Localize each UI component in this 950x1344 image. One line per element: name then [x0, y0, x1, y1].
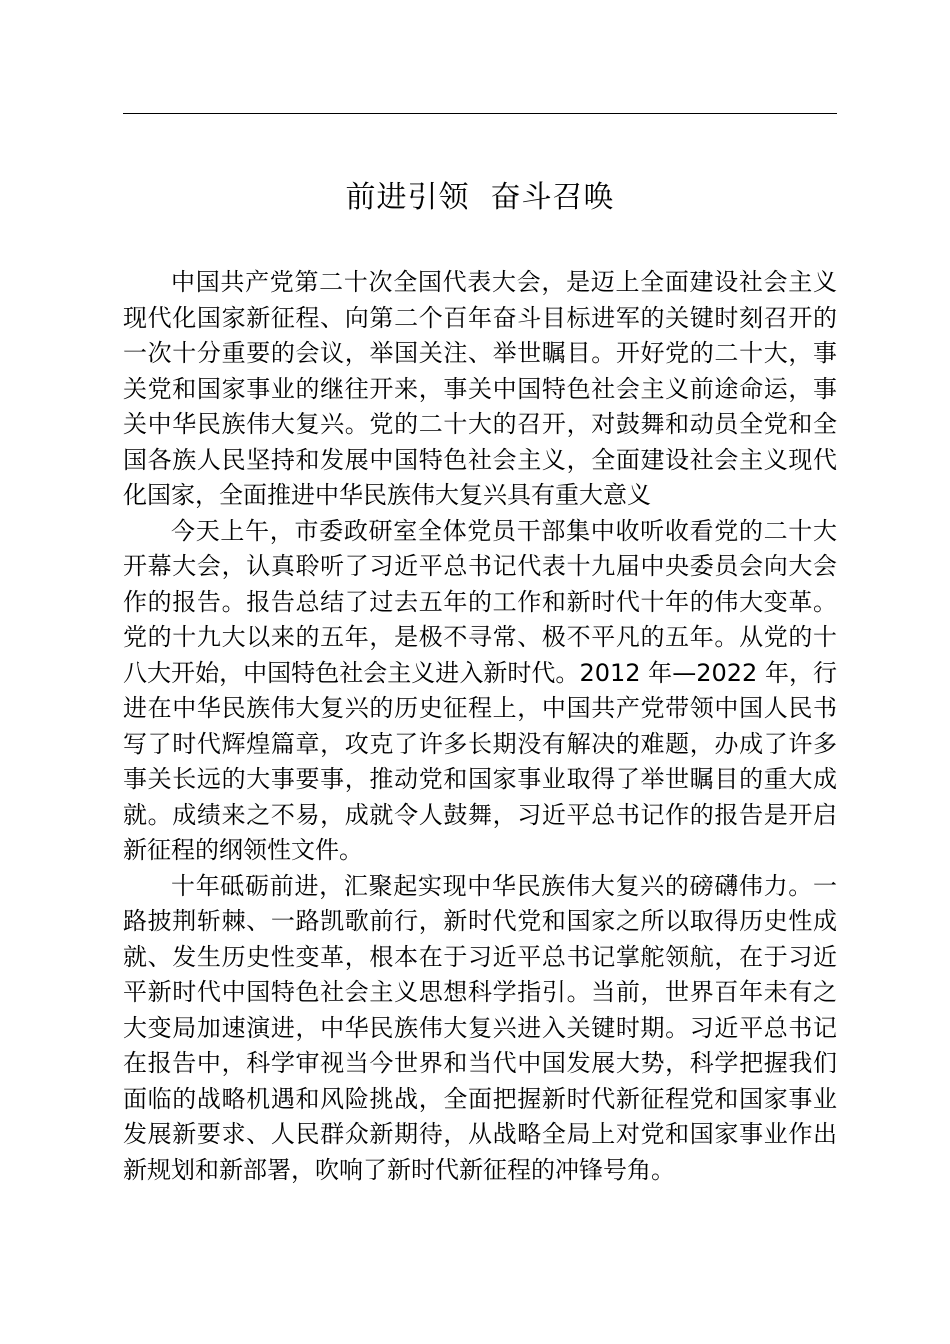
document-title: 前进引领 奋斗召唤 [345, 180, 615, 215]
header-rule [123, 113, 837, 114]
paragraph-2: 今天上午，市委政研室全体党员干部集中收听收看党的二十大开幕大会，认真聆听了习近平总书记代表十九届中央委员会向大会作的报告。报告总结了过去五年的工作和新时代十年的伟大变革。党的十九大以来的五年，是极不寻常、极不平凡的五年。从党的十八大开始，中国特色社会主义进入新时代。2012 年—2022 年，行进在中华民族伟大复兴的历史征程上，中国共产党带领中国人民书写了时代辉煌篇章，攻克了许多长期没有解决的难题，办成了许多事关长远的大事要事，推动党和国家事业取得了举世瞩目的重大成就。成绩来之不易，成就令人鼓舞，习近平总书记作的报告是开启新征程的纲领性文件。 [123, 516, 837, 864]
paragraph-1: 中国共产党第二十次全国代表大会，是迈上全面建设社会主义现代化国家新征程、向第二个百年奋斗目标进军的关键时刻召开的一次十分重要的会议，举国关注、举世瞩目。开好党的二十大，事关党和国家事业的继往开来，事关中国特色社会主义前途命运，事关中华民族伟大复兴。党的二十大的召开，对鼓舞和动员全党和全国各族人民坚持和发展中国特色社会主义，全面建设社会主义现代化国家，全面推进中华民族伟大复兴具有重大意义 [123, 268, 837, 509]
document-body [123, 265, 837, 1188]
paragraph-3: 十年砥砺前进，汇聚起实现中华民族伟大复兴的磅礴伟力。一路披荆斩棘、一路凯歌前行，新时代党和国家之所以取得历史性成就、发生历史性变革，根本在于习近平总书记掌舵领航，在于习近平新时代中国特色社会主义思想科学指引。当前，世界百年未有之大变局加速演进，中华民族伟大复兴进入关键时期。习近平总书记在报告中，科学审视当今世界和当代中国发展大势，科学把握我们面临的战略机遇和风险挑战，全面把握新时代新征程党和国家事业发展新要求、人民群众新期待，从战略全局上对党和国家事业作出新规划和新部署，吹响了新时代新征程的冲锋号角。 [123, 871, 837, 1184]
